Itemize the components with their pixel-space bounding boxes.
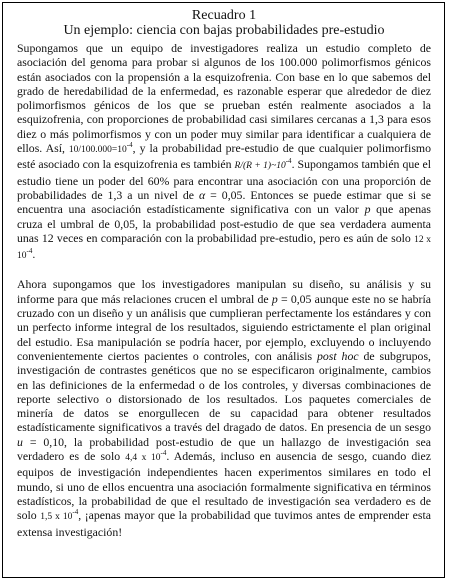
exponent: -4: [126, 141, 133, 150]
text-run: = 0,05 aunque este no se habría cruzado con un diseño y un análisis que cumplieran perfectamente los estándares y con un perfecto informe integral de los resultados, siguiendo estrictamente el plan original del estudio. Esa manipulación se podría hacer, por ejemplo, excluyendo o incluyendo convenientemente ciertos pacientes o controles, con análisis: [17, 291, 431, 363]
text-run: que apenas cruza el umbral de 0,05, la probabilidad post-estudio de que sea verdadera aumenta unas 12 veces en comparación con la probabilidad pre-estudio, pero es aún de solo: [17, 202, 431, 245]
text-run: = 0,10, la probabilidad post-estudio de que un hallazgo de investigación sea verdadero es de solo: [17, 434, 431, 464]
text-run: . Además, incluso en ausencia de sesgo, cuando diez equipos de investigación independientes hacen experimentos similares en todo el mundo, si uno de ellos encuentra una asociación formalmente significativa en términos estadísticos, la probabilidad de que el resultado de investigación sea verdadero es de solo: [17, 449, 431, 523]
text-run: u: [17, 434, 23, 449]
text-run: p: [364, 202, 371, 217]
exponent: -4: [26, 247, 33, 256]
text-run: post hoc: [316, 348, 359, 363]
box-subtitle: Un ejemplo: ciencia con bajas probabilidades pre-estudio: [63, 23, 385, 38]
exponent: -4: [72, 508, 79, 517]
text-run: R/(R + 1)~10: [234, 161, 286, 172]
text-run: de subgrupos, investigación de contrastes genéticos que no se especificaron originalmente, cambios en las definiciones de la enfermedad o de los controles, y diversas combinaciones de reporte selectivo o distorsionado de los resultados. Los paquetes comerciales de minería de datos se enorgullecen de su capacidad para obtener resultados estadísticamente significativos a través del dragado de datos. En presencia de un sesgo: [17, 348, 431, 435]
text-run: = 0,05. Entonces se puede estimar que si se encuentra una asociación estadísticamente significativa con un valor: [17, 187, 431, 217]
exponent: -4: [160, 449, 167, 458]
text-run: . Supongamos también que el estudio tiene un poder del 60% para encontrar una asociación con una proporción de probabilidades de 1,3 a un nivel de: [17, 157, 431, 202]
exponent: -4: [285, 157, 292, 166]
box-title: Recuadro 1: [191, 8, 257, 23]
paragraph-2: [17, 277, 431, 538]
text-run: 10/100.000=10: [68, 145, 127, 156]
text-run: 4,4 x 10: [125, 453, 161, 464]
text-run: 12 x 10: [17, 234, 431, 262]
text-run: , ¡apenas mayor que la probabilidad que tuvimos antes de emprender esta extensa investigación!: [17, 508, 431, 539]
text-run: Ahora supongamos que los investigadores manipulan su diseño, su análisis y su informe para que más relaciones crucen el umbral de: [17, 277, 431, 306]
sidebar-box: [2, 2, 445, 578]
text-run: 1,5 x 10: [40, 512, 73, 523]
text-run: α: [198, 187, 206, 202]
text-run: Supongamos que un equipo de investigadores realiza un estudio completo de asociación del genoma para probar si algunos de los 100.000 polimorfismos génicos están asociados con la propensión a la esquizofrenia. Con base en lo que sabemos del grado de heredabilidad de la enfermedad, es razonable esperar que alrededor de diez polimorfismos génicos de los que se prueban estén realmente asociados a la esquizofrenia, con proporciones de probabilidad casi similares cercanas a 1,3 para esos diez o más polimorfismos y con un poder muy similar para identificar a cualquiera de ellos. Así,: [17, 41, 431, 156]
paragraph-1: [17, 41, 431, 263]
text-run: p: [271, 291, 278, 306]
text-run: , y la probabilidad pre-estudio de que cualquier polimorfismo esté asociado con la esquizofrenia es también: [17, 141, 431, 172]
text-run: .: [32, 247, 36, 262]
